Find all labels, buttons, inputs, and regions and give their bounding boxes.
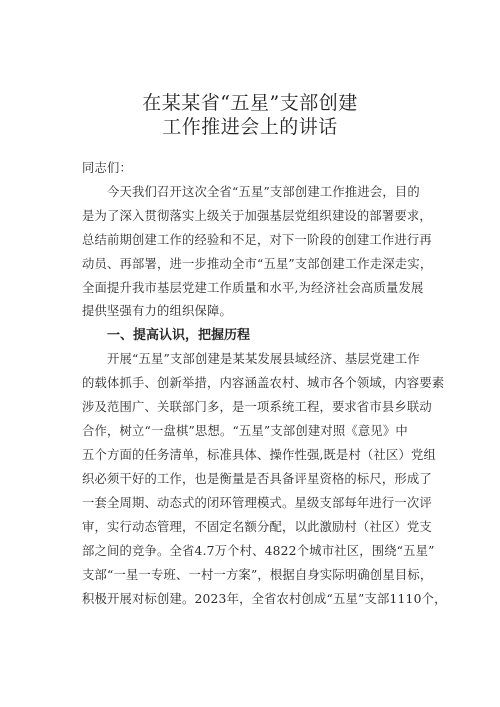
intro-line: 动员、再部署，进一步推动全市“五星”支部创建工作走深走实， [82,257,433,271]
body-line: 支部“一星一专班、一村一方案”，根据自身实际明确创星目标， [82,568,433,582]
body-line: 一套全周期、动态式的闭环管理模式。星级支部每年进行一次评 [82,496,432,510]
intro-line: 全面提升我市基层党建工作质量和水平,为经济社会高质量发展 [82,281,424,295]
body-line: 积极开展对标创建。2023年，全省农村创成“五星”支部1110个， [82,592,447,606]
document-title-line-2: 工作推进会上的讲话 [162,116,338,138]
salutation: 同志们： [82,161,132,175]
intro-line: 今天我们召开这次全省“五星”支部创建工作推进会，目的 [107,185,420,199]
body-line: 开展“五星”支部创建是某某发展县域经济、基层党建工作 [107,352,420,366]
document-title-line-1: 在某某省“五星”支部创建 [142,92,358,114]
intro-line: 总结前期创建工作的经验和不足，对下一阶段的创建工作进行再 [82,233,432,247]
body-line: 织必须干好的工作，也是衡量是否具备评星资格的标尺，形成了 [82,472,432,486]
body-line: 部之间的竞争。全省4.7万个村、4822个城市社区，围绕“五星” [82,544,435,558]
intro-line: 提供坚强有力的组织保障。 [82,304,232,318]
body-line: 的载体抓手、创新举措，内容涵盖农村、城市各个领域，内容要素 [82,376,445,390]
body-line: 合作，树立“一盘棋”思想。“五星”支部创建对照《意见》中 [82,424,408,438]
body-line: 审，实行动态管理，不固定名额分配，以此激励村（社区）党支 [82,520,432,534]
body-line: 五个方面的任务清单，标准具体、操作性强,既是村（社区）党组 [82,448,437,462]
section-heading: 一、提高认识，把握历程 [107,328,251,343]
intro-line: 是为了深入贯彻落实上级关于加强基层党组织建设的部署要求， [82,209,432,223]
body-line: 涉及范围广、关联部门多，是一项系统工程，要求省市县乡联动 [82,400,432,414]
